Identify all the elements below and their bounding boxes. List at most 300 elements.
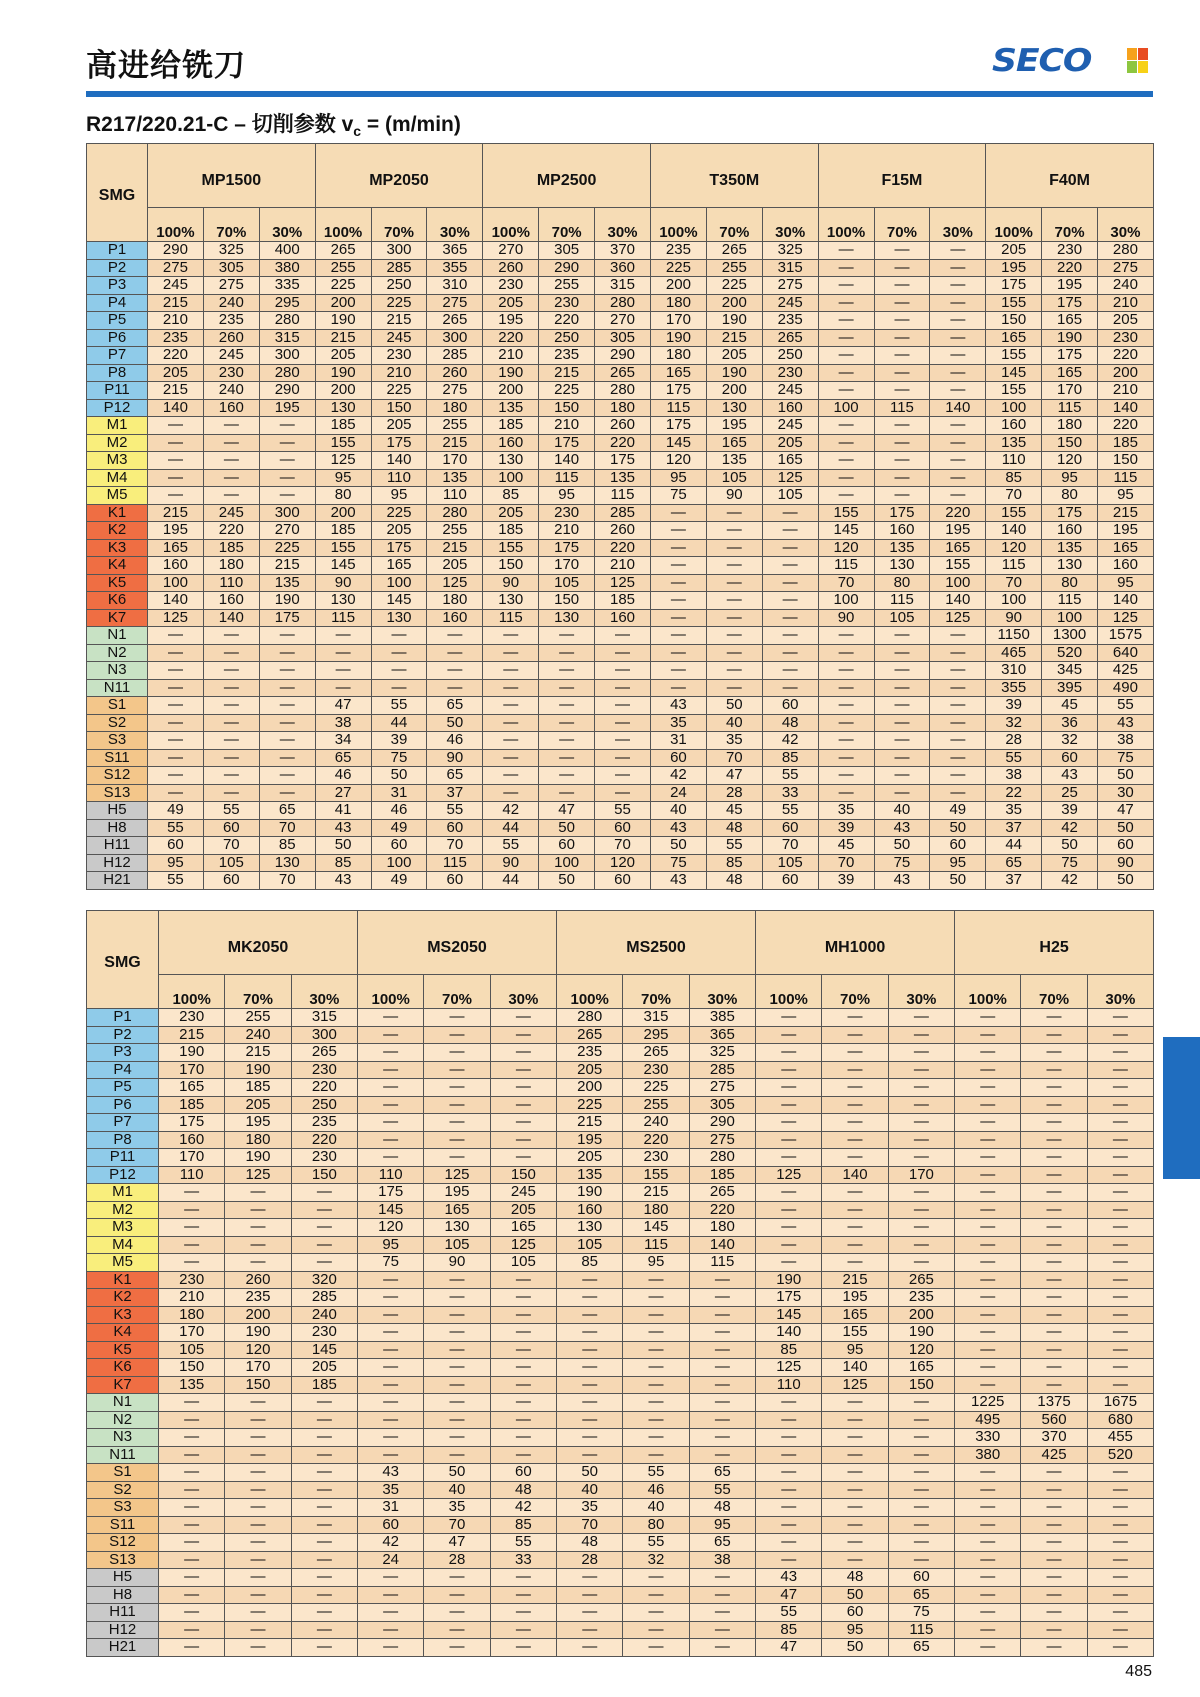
table-row — [87, 242, 1154, 260]
value-cell: 125 — [490, 1236, 556, 1254]
value-cell: 65 — [315, 749, 371, 767]
value-cell: 39 — [986, 697, 1042, 715]
value-cell: 175 — [1042, 294, 1098, 312]
value-cell: — — [595, 627, 651, 645]
value-cell: 275 — [689, 1131, 755, 1149]
value-cell: — — [358, 1306, 424, 1324]
value-cell: 110 — [358, 1166, 424, 1184]
value-cell: — — [259, 662, 315, 680]
value-cell: — — [490, 1114, 556, 1132]
value-cell: 560 — [1021, 1411, 1087, 1429]
value-cell: 275 — [427, 382, 483, 400]
table-row — [87, 1201, 1154, 1219]
value-cell: 165 — [650, 364, 706, 382]
value-cell: — — [358, 1411, 424, 1429]
value-cell: — — [822, 1551, 888, 1569]
table-row — [87, 1254, 1154, 1272]
value-cell: — — [1087, 1289, 1153, 1307]
value-cell: — — [874, 662, 930, 680]
value-cell: 245 — [490, 1184, 556, 1202]
value-cell: 43 — [315, 819, 371, 837]
value-cell: — — [818, 242, 874, 260]
value-cell: — — [818, 627, 874, 645]
value-cell: — — [888, 1254, 954, 1272]
value-cell: 95 — [1042, 469, 1098, 487]
smg-cell: M5 — [87, 1254, 159, 1272]
value-cell: 190 — [259, 592, 315, 610]
value-cell: 135 — [483, 399, 539, 417]
value-cell: 190 — [225, 1324, 291, 1342]
value-cell: 44 — [483, 872, 539, 890]
value-cell: 30 — [1098, 784, 1154, 802]
value-cell: — — [623, 1306, 689, 1324]
value-cell: — — [706, 627, 762, 645]
percent-header: 70% — [203, 208, 259, 242]
smg-cell: M2 — [87, 1201, 159, 1219]
value-cell: 220 — [483, 329, 539, 347]
value-cell: 175 — [259, 609, 315, 627]
value-cell: — — [225, 1499, 291, 1517]
value-cell: — — [1087, 1201, 1153, 1219]
value-cell: 150 — [490, 1166, 556, 1184]
value-cell: 325 — [762, 242, 818, 260]
value-cell: 38 — [689, 1551, 755, 1569]
value-cell: 85 — [490, 1516, 556, 1534]
value-cell: — — [291, 1639, 357, 1657]
value-cell: — — [225, 1551, 291, 1569]
value-cell: — — [358, 1131, 424, 1149]
value-cell: 47 — [706, 767, 762, 785]
value-cell: 240 — [225, 1026, 291, 1044]
value-cell: — — [159, 1639, 225, 1657]
value-cell: 295 — [623, 1026, 689, 1044]
value-cell: 65 — [888, 1586, 954, 1604]
value-cell: — — [689, 1446, 755, 1464]
value-cell: 220 — [930, 504, 986, 522]
value-cell: — — [874, 697, 930, 715]
value-cell: — — [483, 644, 539, 662]
value-cell: — — [1021, 1551, 1087, 1569]
value-cell: 265 — [689, 1184, 755, 1202]
value-cell: 165 — [159, 1079, 225, 1097]
value-cell: 120 — [986, 539, 1042, 557]
value-cell: 42 — [650, 767, 706, 785]
smg-cell: K2 — [87, 1289, 159, 1307]
value-cell: 220 — [595, 539, 651, 557]
value-cell: — — [822, 1236, 888, 1254]
value-cell: 205 — [315, 347, 371, 365]
smg-cell: H12 — [87, 854, 148, 872]
value-cell: — — [1087, 1009, 1153, 1027]
value-cell: 60 — [650, 749, 706, 767]
table1-grid — [86, 143, 1154, 890]
value-cell: 290 — [148, 242, 204, 260]
value-cell: 220 — [1098, 347, 1154, 365]
grade-header: MP2050 — [315, 144, 483, 208]
value-cell: 1150 — [986, 627, 1042, 645]
value-cell: 205 — [483, 294, 539, 312]
table-row — [87, 609, 1154, 627]
value-cell: 160 — [159, 1131, 225, 1149]
value-cell: 150 — [539, 399, 595, 417]
value-cell: 215 — [427, 539, 483, 557]
value-cell: 275 — [1098, 259, 1154, 277]
value-cell: — — [159, 1429, 225, 1447]
value-cell: — — [822, 1411, 888, 1429]
smg-cell: M3 — [87, 452, 148, 470]
value-cell: — — [203, 732, 259, 750]
cutting-data-table-2 — [86, 910, 1153, 1657]
value-cell: — — [159, 1254, 225, 1272]
percent-header: 30% — [1098, 208, 1154, 242]
percent-header: 100% — [315, 208, 371, 242]
value-cell: 210 — [371, 364, 427, 382]
value-cell: — — [259, 644, 315, 662]
value-cell: 170 — [539, 557, 595, 575]
value-cell: 95 — [371, 487, 427, 505]
value-cell: 245 — [148, 277, 204, 295]
value-cell: 300 — [259, 347, 315, 365]
value-cell: — — [424, 1359, 490, 1377]
value-cell: 120 — [650, 452, 706, 470]
value-cell: 295 — [259, 294, 315, 312]
value-cell: 225 — [650, 259, 706, 277]
percent-header: 70% — [424, 975, 490, 1009]
value-cell: — — [159, 1534, 225, 1552]
value-cell: 125 — [756, 1166, 822, 1184]
value-cell: — — [689, 1306, 755, 1324]
percent-header: 70% — [1021, 975, 1087, 1009]
value-cell: — — [818, 434, 874, 452]
value-cell: 280 — [1098, 242, 1154, 260]
value-cell: — — [358, 1569, 424, 1587]
value-cell: 195 — [1042, 277, 1098, 295]
value-cell: 200 — [315, 382, 371, 400]
value-cell: 240 — [203, 382, 259, 400]
value-cell: — — [955, 1604, 1021, 1622]
value-cell: 43 — [650, 819, 706, 837]
value-cell: 150 — [1042, 434, 1098, 452]
value-cell: 100 — [818, 399, 874, 417]
value-cell: 200 — [315, 504, 371, 522]
value-cell: — — [1021, 1341, 1087, 1359]
value-cell: — — [557, 1411, 623, 1429]
value-cell: — — [1087, 1324, 1153, 1342]
value-cell: 130 — [424, 1219, 490, 1237]
value-cell: 190 — [706, 312, 762, 330]
value-cell: — — [818, 732, 874, 750]
value-cell: — — [203, 627, 259, 645]
value-cell: 180 — [595, 399, 651, 417]
value-cell: 250 — [291, 1096, 357, 1114]
table-row — [87, 872, 1154, 890]
value-cell: 235 — [888, 1289, 954, 1307]
smg-cell: S3 — [87, 1499, 159, 1517]
value-cell: — — [822, 1499, 888, 1517]
value-cell: 155 — [483, 539, 539, 557]
value-cell: 285 — [595, 504, 651, 522]
value-cell: 85 — [986, 469, 1042, 487]
value-cell: — — [595, 697, 651, 715]
value-cell: 160 — [595, 609, 651, 627]
value-cell: 55 — [986, 749, 1042, 767]
value-cell: 215 — [148, 504, 204, 522]
value-cell: 130 — [706, 399, 762, 417]
value-cell: — — [148, 749, 204, 767]
table-row — [87, 1096, 1154, 1114]
value-cell: — — [756, 1236, 822, 1254]
value-cell: 100 — [930, 574, 986, 592]
value-cell: — — [490, 1131, 556, 1149]
value-cell: 195 — [148, 522, 204, 540]
value-cell: — — [1021, 1201, 1087, 1219]
value-cell: — — [1021, 1131, 1087, 1149]
percent-header: 70% — [706, 208, 762, 242]
value-cell: 55 — [483, 837, 539, 855]
value-cell: 75 — [371, 749, 427, 767]
value-cell: — — [159, 1604, 225, 1622]
value-cell: 265 — [623, 1044, 689, 1062]
value-cell: 205 — [706, 347, 762, 365]
smg-cell: M4 — [87, 469, 148, 487]
value-cell: — — [955, 1149, 1021, 1167]
value-cell: — — [818, 347, 874, 365]
value-cell: 265 — [706, 242, 762, 260]
value-cell: — — [930, 312, 986, 330]
value-cell: 44 — [483, 819, 539, 837]
value-cell: 115 — [1098, 469, 1154, 487]
value-cell: 100 — [371, 854, 427, 872]
value-cell: 95 — [148, 854, 204, 872]
value-cell: 160 — [148, 557, 204, 575]
value-cell: — — [490, 1096, 556, 1114]
value-cell: — — [955, 1079, 1021, 1097]
value-cell: 95 — [315, 469, 371, 487]
smg-header: SMG — [87, 144, 148, 242]
value-cell: — — [689, 1289, 755, 1307]
value-cell: 220 — [595, 434, 651, 452]
value-cell: — — [557, 1289, 623, 1307]
value-cell: 315 — [595, 277, 651, 295]
value-cell: — — [888, 1131, 954, 1149]
value-cell: — — [259, 679, 315, 697]
smg-cell: N11 — [87, 1446, 159, 1464]
value-cell: 170 — [159, 1149, 225, 1167]
value-cell: 275 — [203, 277, 259, 295]
value-cell: 220 — [291, 1079, 357, 1097]
value-cell: — — [955, 1219, 1021, 1237]
value-cell: — — [818, 312, 874, 330]
value-cell: 425 — [1021, 1446, 1087, 1464]
value-cell: 280 — [595, 294, 651, 312]
value-cell: — — [1021, 1219, 1087, 1237]
value-cell: 220 — [539, 312, 595, 330]
value-cell: — — [557, 1586, 623, 1604]
smg-cell: K5 — [87, 1341, 159, 1359]
value-cell: 235 — [291, 1114, 357, 1132]
value-cell: 210 — [539, 417, 595, 435]
value-cell: — — [1087, 1026, 1153, 1044]
value-cell: 100 — [818, 592, 874, 610]
value-cell: 190 — [650, 329, 706, 347]
value-cell: 160 — [427, 609, 483, 627]
value-cell: 75 — [650, 487, 706, 505]
value-cell: 170 — [159, 1324, 225, 1342]
value-cell: 140 — [930, 592, 986, 610]
value-cell: 215 — [148, 382, 204, 400]
value-cell: 230 — [291, 1061, 357, 1079]
smg-cell: K6 — [87, 1359, 159, 1377]
table-row — [87, 1604, 1154, 1622]
value-cell: — — [358, 1429, 424, 1447]
value-cell: 46 — [371, 802, 427, 820]
value-cell: 180 — [427, 399, 483, 417]
value-cell: 28 — [986, 732, 1042, 750]
value-cell: 270 — [483, 242, 539, 260]
value-cell: — — [358, 1114, 424, 1132]
grade-header: F15M — [818, 144, 986, 208]
smg-cell: K1 — [87, 1271, 159, 1289]
value-cell: 220 — [148, 347, 204, 365]
smg-cell: S11 — [87, 1516, 159, 1534]
smg-cell: P12 — [87, 399, 148, 417]
value-cell: — — [818, 452, 874, 470]
value-cell: — — [1087, 1236, 1153, 1254]
value-cell: — — [1087, 1271, 1153, 1289]
value-cell: — — [557, 1569, 623, 1587]
value-cell: 220 — [689, 1201, 755, 1219]
value-cell: 135 — [986, 434, 1042, 452]
value-cell: — — [650, 592, 706, 610]
value-cell: 1375 — [1021, 1394, 1087, 1412]
value-cell: — — [650, 574, 706, 592]
value-cell: — — [225, 1464, 291, 1482]
value-cell: 255 — [427, 522, 483, 540]
value-cell: 49 — [148, 802, 204, 820]
smg-cell: N3 — [87, 662, 148, 680]
value-cell: 115 — [874, 399, 930, 417]
table-row — [87, 1114, 1154, 1132]
value-cell: 115 — [315, 609, 371, 627]
value-cell: 130 — [259, 854, 315, 872]
value-cell: 240 — [623, 1114, 689, 1132]
value-cell: — — [424, 1569, 490, 1587]
value-cell: — — [424, 1306, 490, 1324]
value-cell: 110 — [203, 574, 259, 592]
table-row — [87, 1131, 1154, 1149]
value-cell: 125 — [148, 609, 204, 627]
table-row — [87, 1516, 1154, 1534]
value-cell: — — [706, 522, 762, 540]
smg-cell: M1 — [87, 1184, 159, 1202]
value-cell: — — [1087, 1376, 1153, 1394]
value-cell: — — [148, 662, 204, 680]
subtitle-unit: = (m/min) — [361, 113, 461, 136]
page-number: 485 — [1125, 1663, 1152, 1680]
value-cell: — — [623, 1586, 689, 1604]
value-cell: — — [424, 1446, 490, 1464]
value-cell: 135 — [557, 1166, 623, 1184]
value-cell: 44 — [371, 714, 427, 732]
smg-cell: H5 — [87, 802, 148, 820]
value-cell: — — [1087, 1096, 1153, 1114]
value-cell: — — [148, 434, 204, 452]
smg-cell: H12 — [87, 1621, 159, 1639]
value-cell: 115 — [689, 1254, 755, 1272]
value-cell: — — [291, 1534, 357, 1552]
value-cell: — — [1021, 1026, 1087, 1044]
value-cell: 65 — [427, 697, 483, 715]
value-cell: — — [1021, 1359, 1087, 1377]
value-cell: — — [539, 627, 595, 645]
value-cell: — — [955, 1586, 1021, 1604]
value-cell: 495 — [955, 1411, 1021, 1429]
smg-cell: K4 — [87, 1324, 159, 1342]
value-cell: 43 — [874, 819, 930, 837]
value-cell: 70 — [427, 837, 483, 855]
value-cell: 155 — [930, 557, 986, 575]
table-row — [87, 1411, 1154, 1429]
value-cell: — — [762, 644, 818, 662]
smg-cell: P5 — [87, 312, 148, 330]
value-cell: 230 — [623, 1061, 689, 1079]
table-row — [87, 487, 1154, 505]
smg-cell: K7 — [87, 609, 148, 627]
value-cell: 140 — [203, 609, 259, 627]
value-cell: — — [955, 1621, 1021, 1639]
value-cell: 280 — [259, 364, 315, 382]
value-cell: — — [259, 714, 315, 732]
value-cell: 160 — [483, 434, 539, 452]
value-cell: — — [650, 644, 706, 662]
value-cell: — — [539, 784, 595, 802]
value-cell: 50 — [557, 1464, 623, 1482]
value-cell: — — [955, 1271, 1021, 1289]
value-cell: — — [756, 1219, 822, 1237]
value-cell: 100 — [986, 399, 1042, 417]
value-cell: 47 — [756, 1586, 822, 1604]
value-cell: — — [955, 1341, 1021, 1359]
value-cell: — — [225, 1446, 291, 1464]
value-cell: 245 — [762, 417, 818, 435]
value-cell: — — [1021, 1569, 1087, 1587]
value-cell: — — [358, 1586, 424, 1604]
table-row — [87, 1009, 1154, 1027]
value-cell: 60 — [762, 819, 818, 837]
value-cell: 100 — [1042, 609, 1098, 627]
value-cell: — — [756, 1464, 822, 1482]
value-cell: 165 — [1042, 312, 1098, 330]
value-cell: 355 — [986, 679, 1042, 697]
table-row — [87, 854, 1154, 872]
value-cell: — — [539, 767, 595, 785]
smg-cell: H11 — [87, 837, 148, 855]
value-cell: — — [490, 1429, 556, 1447]
value-cell: 190 — [756, 1271, 822, 1289]
value-cell: 135 — [595, 469, 651, 487]
value-cell: 270 — [259, 522, 315, 540]
value-cell: — — [888, 1411, 954, 1429]
value-cell: 60 — [371, 837, 427, 855]
value-cell: 160 — [986, 417, 1042, 435]
grade-header: MS2050 — [358, 911, 557, 975]
value-cell: — — [818, 784, 874, 802]
value-cell: 50 — [539, 819, 595, 837]
value-cell: — — [874, 644, 930, 662]
value-cell: — — [874, 277, 930, 295]
value-cell: — — [424, 1394, 490, 1412]
value-cell: 50 — [1098, 767, 1154, 785]
